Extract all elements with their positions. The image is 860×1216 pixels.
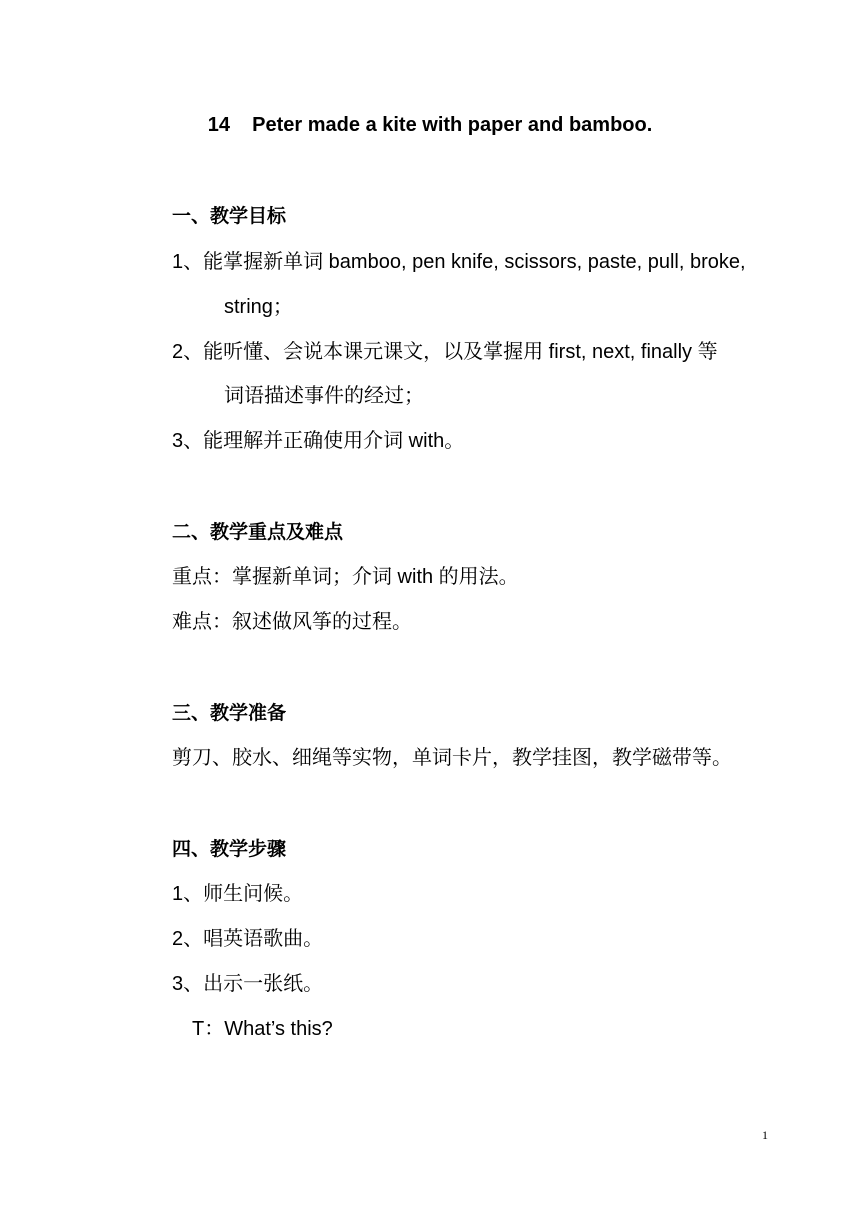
- preparation-item: 剪刀、胶水、细绳等实物，单词卡片，教学挂图，教学磁带等。: [172, 747, 732, 769]
- lesson-title: 14 Peter made a kite with paper and bamboo.: [207, 114, 653, 136]
- section-heading-steps: 四、教学步骤: [172, 838, 287, 860]
- step-item: 3、出示一张纸。: [172, 973, 324, 995]
- key-point-item: 重点：掌握新单词；介词 with 的用法。: [172, 566, 519, 588]
- step-item: 1、师生问候。: [172, 883, 304, 905]
- difficulty-item: 难点：叙述做风筝的过程。: [172, 611, 412, 633]
- dialogue-line: T：What’s this?: [192, 1018, 333, 1040]
- objective-item: 1、能掌握新单词 bamboo, pen knife, scissors, paste, pull, broke,: [172, 251, 746, 273]
- objective-item-continued: string；: [224, 296, 293, 318]
- step-item: 2、唱英语歌曲。: [172, 928, 324, 950]
- objective-item: 2、能听懂、会说本课元课文，以及掌握用 first, next, finally 等: [172, 341, 718, 363]
- section-heading-objectives: 一、教学目标: [172, 205, 287, 227]
- section-heading-key-points: 二、教学重点及难点: [172, 521, 344, 543]
- page-number: 1: [762, 1128, 768, 1142]
- section-heading-preparation: 三、教学准备: [172, 702, 287, 724]
- objective-item: 3、能理解并正确使用介词 with。: [172, 430, 465, 452]
- objective-item-continued: 词语描述事件的经过；: [224, 385, 424, 407]
